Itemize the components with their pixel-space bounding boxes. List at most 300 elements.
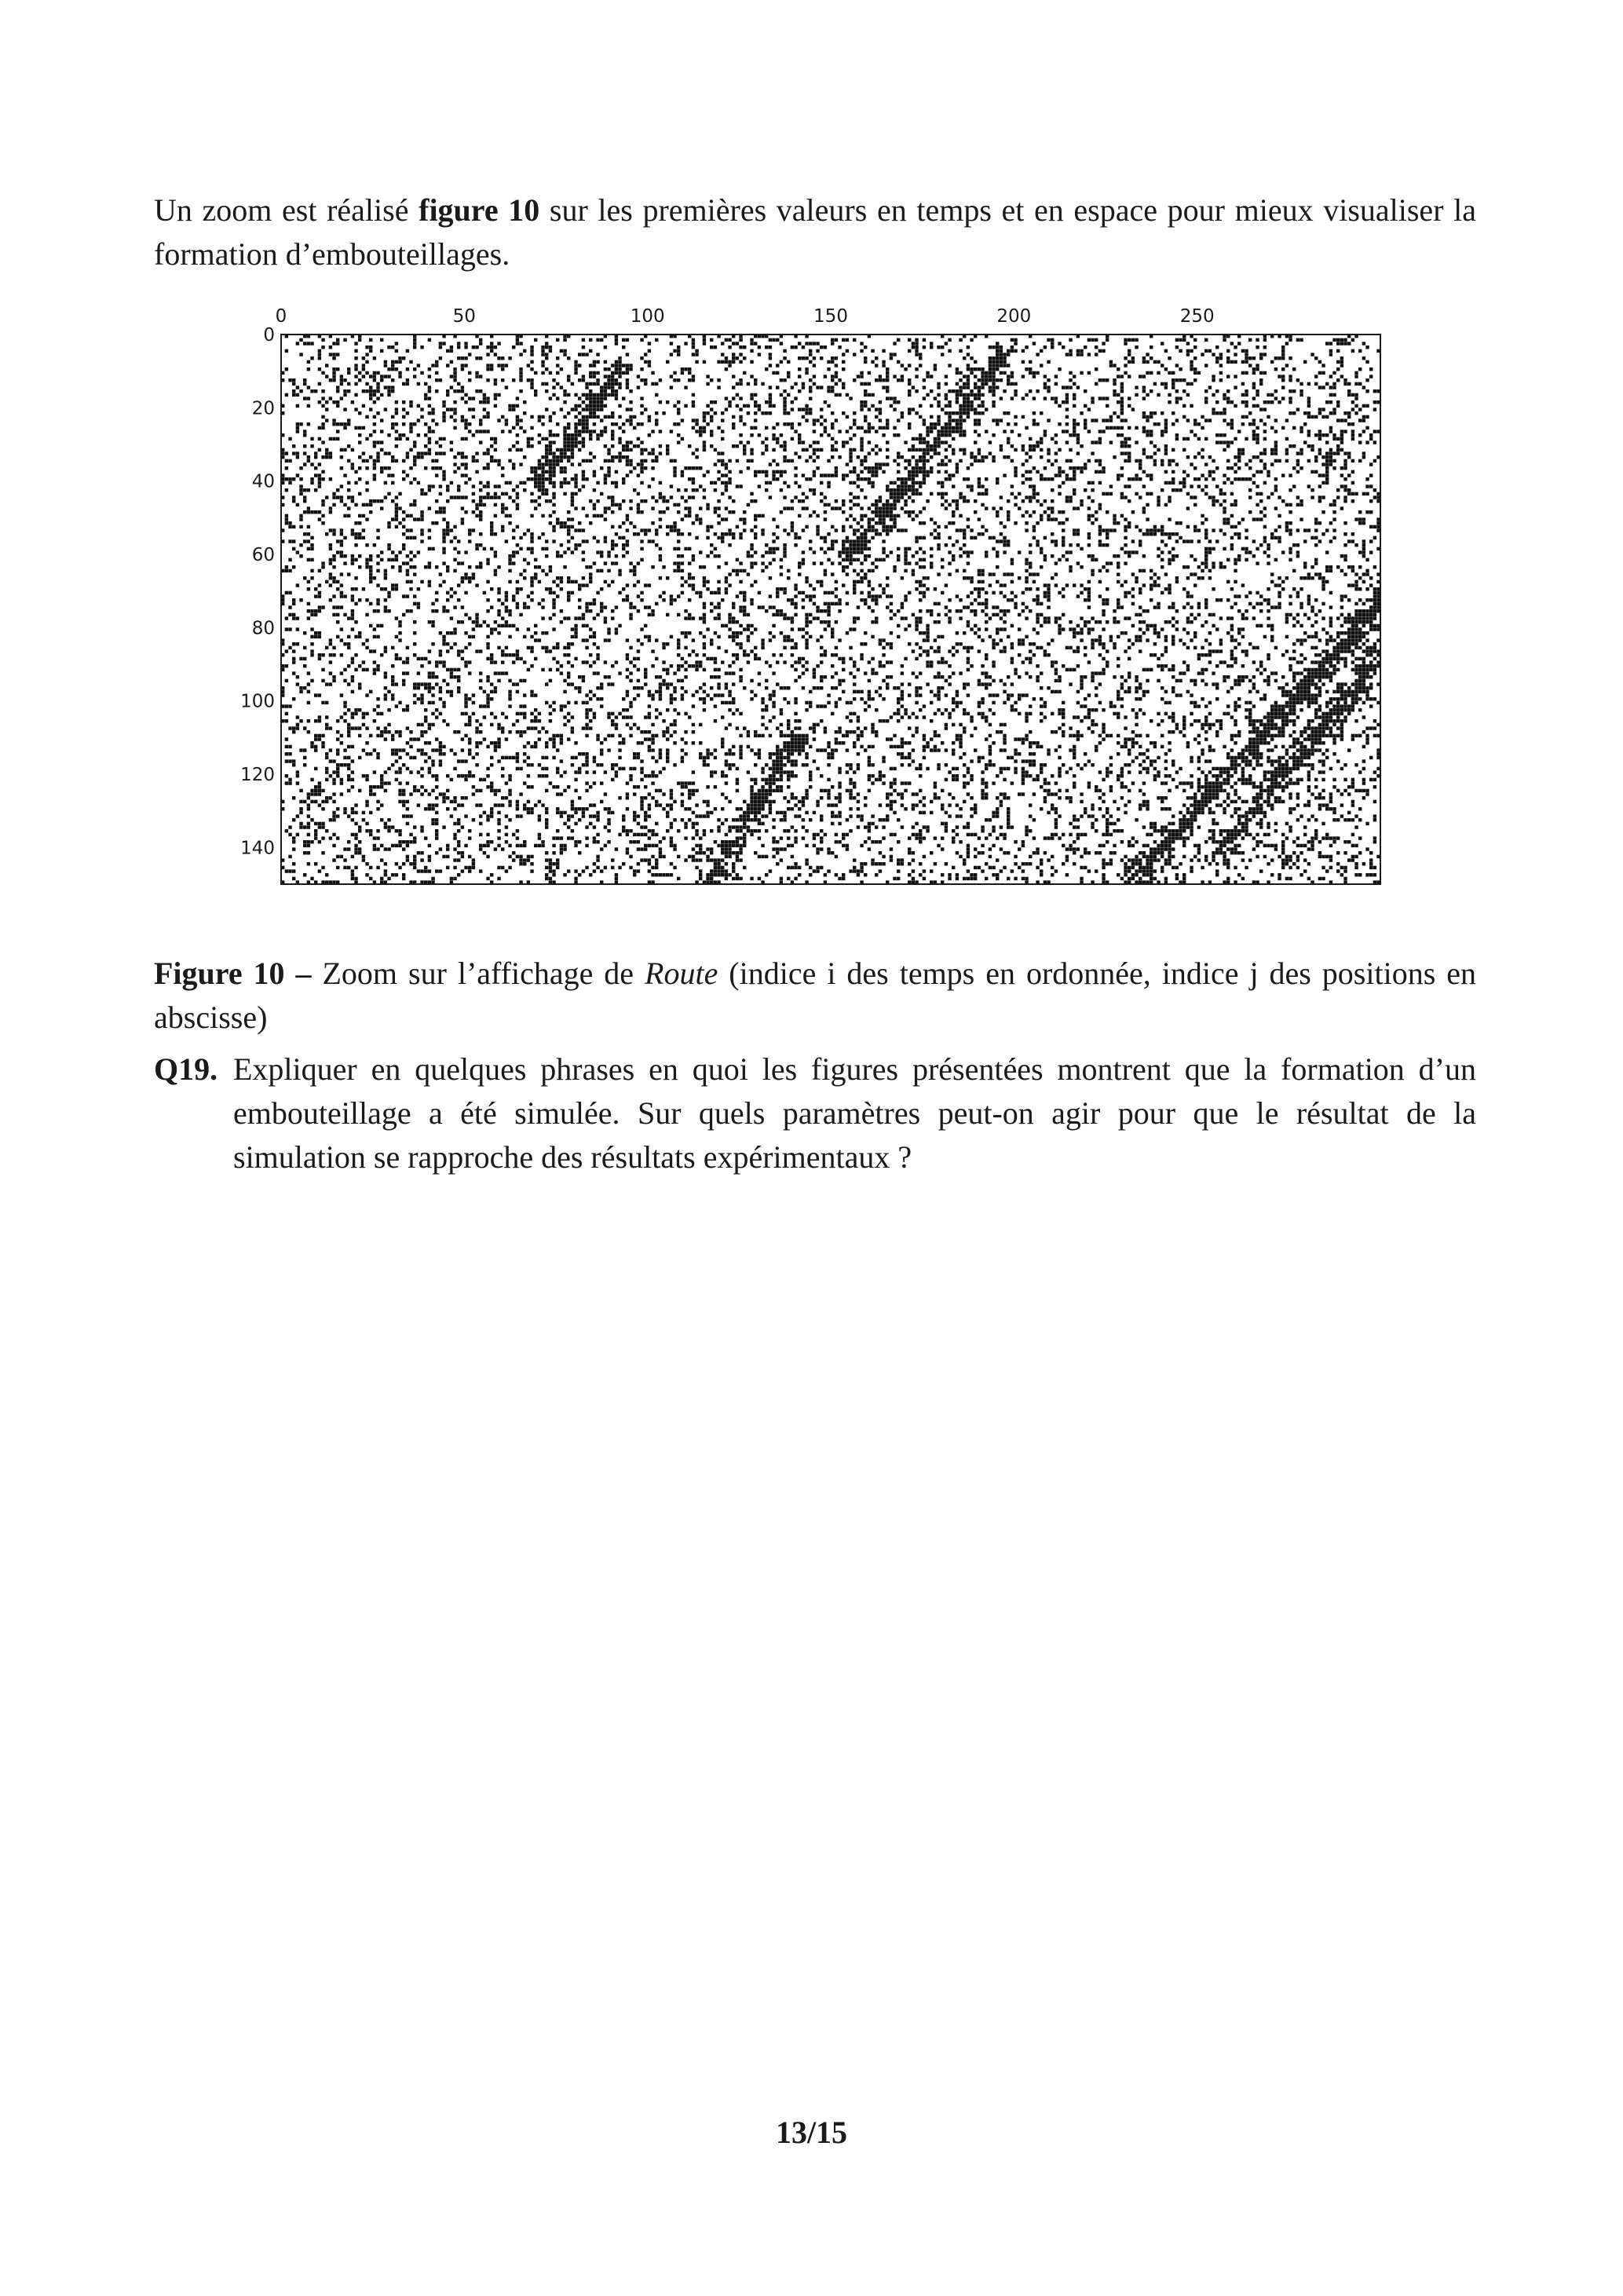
occupied-cell [1332, 411, 1336, 415]
occupied-cell [285, 349, 288, 353]
occupied-cell [1226, 466, 1230, 470]
occupied-cell [552, 378, 555, 382]
occupied-cell [1325, 382, 1329, 386]
occupied-cell [395, 400, 398, 404]
occupied-cell [1025, 452, 1028, 455]
occupied-cell [618, 415, 621, 419]
occupied-cell [743, 510, 746, 514]
occupied-cell [1168, 371, 1171, 375]
occupied-cell [831, 561, 834, 565]
occupied-cell [299, 492, 302, 495]
occupied-cell [1234, 386, 1237, 389]
occupied-cell [439, 466, 442, 470]
occupied-cell [1241, 517, 1245, 521]
occupied-cell [541, 473, 544, 477]
occupied-cell [1340, 419, 1343, 422]
occupied-cell [956, 419, 959, 422]
occupied-cell [1358, 367, 1362, 371]
occupied-cell [1212, 411, 1215, 415]
occupied-cell [626, 364, 629, 367]
occupied-cell [622, 536, 625, 539]
occupied-cell [1281, 349, 1285, 353]
occupied-cell [706, 580, 709, 583]
occupied-cell [717, 386, 720, 389]
occupied-cell [637, 532, 640, 536]
occupied-cell [369, 499, 372, 503]
occupied-cell [464, 364, 467, 367]
occupied-cell [497, 356, 500, 360]
occupied-cell [787, 484, 790, 488]
occupied-cell [1025, 580, 1028, 583]
occupied-cell [1226, 397, 1230, 400]
occupied-cell [1336, 488, 1340, 492]
occupied-cell [567, 422, 570, 426]
occupied-cell [923, 462, 926, 466]
occupied-cell [959, 492, 962, 495]
occupied-cell [714, 345, 717, 349]
occupied-cell [688, 371, 691, 375]
occupied-cell [369, 503, 372, 506]
occupied-cell [1310, 353, 1314, 356]
occupied-cell [1204, 477, 1208, 481]
occupied-cell [1025, 558, 1028, 561]
occupied-cell [446, 364, 449, 367]
occupied-cell [879, 462, 882, 466]
occupied-cell [897, 400, 900, 404]
occupied-cell [1314, 433, 1318, 437]
occupied-cell [600, 408, 603, 411]
occupied-cell [618, 367, 621, 371]
occupied-cell [864, 528, 867, 532]
occupied-cell [1241, 349, 1245, 353]
occupied-cell [688, 532, 691, 536]
occupied-cell [494, 397, 497, 400]
occupied-cell [1168, 495, 1171, 499]
occupied-cell [754, 411, 757, 415]
occupied-cell [332, 554, 335, 558]
occupied-cell [442, 517, 445, 521]
occupied-cell [585, 393, 588, 397]
occupied-cell [464, 510, 467, 514]
occupied-cell [677, 441, 680, 444]
occupied-cell [1150, 356, 1153, 360]
occupied-cell [1369, 510, 1373, 514]
occupied-cell [431, 430, 434, 433]
occupied-cell [369, 576, 372, 579]
occupied-cell [919, 484, 922, 488]
occupied-cell [571, 536, 574, 539]
occupied-cell [783, 378, 786, 382]
occupied-cell [534, 466, 537, 470]
occupied-cell [1230, 422, 1234, 426]
occupied-cell [395, 554, 398, 558]
occupied-cell [545, 547, 548, 550]
occupied-cell [868, 554, 871, 558]
occupied-cell [897, 514, 900, 517]
occupied-cell [288, 477, 291, 481]
occupied-cell [802, 492, 805, 495]
occupied-cell [1087, 338, 1091, 342]
occupied-cell [604, 517, 607, 521]
occupied-cell [1106, 532, 1109, 536]
occupied-cell [321, 404, 324, 408]
occupied-cell [868, 430, 871, 433]
occupied-cell [904, 466, 907, 470]
occupied-cell [340, 466, 343, 470]
occupied-cell [1077, 349, 1080, 353]
occupied-cell [303, 532, 306, 536]
occupied-cell [886, 514, 889, 517]
occupied-cell [864, 455, 867, 459]
occupied-cell [384, 386, 387, 389]
occupied-cell [402, 517, 405, 521]
occupied-cell [1022, 375, 1025, 378]
occupied-cell [332, 378, 335, 382]
occupied-cell [1047, 378, 1050, 382]
occupied-cell [985, 371, 988, 375]
occupied-cell [644, 353, 647, 356]
occupied-cell [1332, 437, 1336, 441]
occupied-cell [831, 342, 834, 345]
occupied-cell [743, 521, 746, 525]
occupied-cell [816, 525, 819, 528]
occupied-cell [1237, 554, 1241, 558]
occupied-cell [376, 386, 379, 389]
occupied-cell [1208, 569, 1212, 572]
occupied-cell [853, 543, 856, 547]
occupied-cell [959, 514, 962, 517]
occupied-cell [1347, 422, 1351, 426]
occupied-cell [593, 393, 596, 397]
occupied-cell [351, 448, 354, 452]
occupied-cell [802, 550, 805, 554]
occupied-cell [860, 462, 863, 466]
occupied-cell [978, 477, 981, 481]
occupied-cell [435, 378, 438, 382]
occupied-cell [1029, 543, 1032, 547]
occupied-cell [948, 433, 951, 437]
occupied-cell [871, 561, 874, 565]
occupied-cell [1223, 419, 1226, 422]
occupied-cell [945, 426, 948, 430]
occupied-cell [556, 356, 559, 360]
occupied-cell [1204, 484, 1208, 488]
occupied-cell [1259, 492, 1263, 495]
occupied-cell [501, 466, 504, 470]
occupied-cell [728, 543, 731, 547]
occupied-cell [747, 441, 750, 444]
occupied-cell [1237, 342, 1241, 345]
occupied-cell [384, 375, 387, 378]
occupied-cell [483, 430, 486, 433]
occupied-cell [908, 389, 911, 393]
occupied-cell [893, 408, 896, 411]
occupied-cell [340, 495, 343, 499]
occupied-cell [530, 415, 533, 419]
occupied-cell [1087, 554, 1091, 558]
occupied-cell [483, 495, 486, 499]
occupied-cell [1351, 459, 1354, 462]
occupied-cell [937, 532, 940, 536]
occupied-cell [721, 517, 724, 521]
occupied-cell [842, 360, 845, 364]
occupied-cell [879, 510, 882, 514]
occupied-cell [860, 550, 863, 554]
occupied-cell [1215, 389, 1219, 393]
occupied-cell [530, 470, 533, 473]
occupied-cell [1150, 528, 1153, 532]
occupied-cell [868, 441, 871, 444]
occupied-cell [750, 452, 753, 455]
occupied-cell [1365, 345, 1369, 349]
occupied-cell [490, 437, 493, 441]
occupied-cell [479, 495, 482, 499]
occupied-cell [673, 422, 676, 426]
occupied-cell [1230, 400, 1234, 404]
occupied-cell [1230, 342, 1234, 345]
occupied-cell [655, 382, 658, 386]
occupied-cell [871, 426, 874, 430]
occupied-cell [970, 400, 973, 404]
occupied-cell [721, 473, 724, 477]
occupied-cell [1347, 539, 1351, 543]
occupied-cell [446, 525, 449, 528]
occupied-cell [963, 411, 966, 415]
occupied-cell [1172, 477, 1175, 481]
occupied-cell [666, 448, 669, 452]
occupied-cell [600, 397, 603, 400]
occupied-cell [1069, 569, 1072, 572]
occupied-cell [578, 419, 581, 422]
occupied-cell [343, 503, 346, 506]
occupied-cell [842, 444, 845, 448]
occupied-cell [391, 378, 394, 382]
occupied-cell [809, 386, 812, 389]
occupied-cell [321, 422, 324, 426]
occupied-cell [1289, 411, 1292, 415]
occupied-cell [347, 488, 350, 492]
occupied-cell [1237, 455, 1241, 459]
occupied-cell [1036, 444, 1039, 448]
occupied-cell [1285, 528, 1289, 532]
occupied-cell [974, 536, 977, 539]
occupied-cell [714, 510, 717, 514]
occupied-cell [1314, 415, 1318, 419]
occupied-cell [805, 371, 808, 375]
occupied-cell [886, 484, 889, 488]
occupied-cell [736, 444, 739, 448]
occupied-cell [875, 506, 878, 510]
occupied-cell [761, 411, 764, 415]
occupied-cell [886, 371, 889, 375]
occupied-cell [618, 459, 621, 462]
occupied-cell [684, 506, 687, 510]
occupied-cell [1175, 580, 1179, 583]
occupied-cell [824, 550, 827, 554]
occupied-cell [985, 430, 988, 433]
occupied-cell [1314, 572, 1318, 576]
occupied-cell [1336, 448, 1340, 452]
occupied-cell [1351, 393, 1354, 397]
occupied-cell [391, 481, 394, 484]
occupied-cell [402, 459, 405, 462]
occupied-cell [574, 367, 577, 371]
occupied-cell [1087, 517, 1091, 521]
occupied-cell [816, 386, 819, 389]
occupied-cell [912, 488, 915, 492]
occupied-cell [967, 415, 970, 419]
occupied-cell [1332, 510, 1336, 514]
occupied-cell [574, 492, 577, 495]
occupied-cell [318, 400, 321, 404]
occupied-cell [365, 543, 368, 547]
occupied-cell [633, 572, 636, 576]
occupied-cell [952, 514, 955, 517]
occupied-cell [1321, 462, 1325, 466]
occupied-cell [1343, 419, 1347, 422]
occupied-cell [486, 397, 489, 400]
occupied-cell [486, 481, 489, 484]
occupied-cell [1014, 503, 1017, 506]
occupied-cell [981, 411, 984, 415]
occupied-cell [721, 430, 724, 433]
occupied-cell [688, 514, 691, 517]
occupied-cell [1281, 397, 1285, 400]
occupied-cell [1029, 360, 1032, 364]
occupied-cell [1120, 433, 1124, 437]
occupied-cell [886, 528, 889, 532]
occupied-cell [1120, 389, 1124, 393]
occupied-cell [978, 389, 981, 393]
occupied-cell [849, 514, 852, 517]
occupied-cell [831, 473, 834, 477]
occupied-cell [439, 572, 442, 576]
occupied-cell [864, 415, 867, 419]
occupied-cell [783, 408, 786, 411]
occupied-cell [959, 419, 962, 422]
occupied-cell [879, 408, 882, 411]
occupied-cell [398, 506, 401, 510]
occupied-cell [926, 393, 929, 397]
occupied-cell [428, 488, 431, 492]
occupied-cell [725, 408, 728, 411]
occupied-cell [853, 419, 856, 422]
occupied-cell [963, 404, 966, 408]
occupied-cell [1073, 473, 1076, 477]
occupied-cell [321, 371, 324, 375]
occupied-cell [1219, 411, 1223, 415]
occupied-cell [849, 543, 852, 547]
occupied-cell [391, 473, 394, 477]
occupied-cell [442, 477, 445, 481]
occupied-cell [956, 430, 959, 433]
occupied-cell [677, 349, 680, 353]
occupied-cell [1310, 536, 1314, 539]
occupied-cell [593, 404, 596, 408]
occupied-cell [893, 481, 896, 484]
occupied-cell [1281, 499, 1285, 503]
occupied-cell [1150, 492, 1153, 495]
occupied-cell [985, 477, 988, 481]
occupied-cell [475, 470, 478, 473]
occupied-cell [644, 499, 647, 503]
occupied-cell [541, 345, 544, 349]
occupied-cell [373, 378, 376, 382]
occupied-cell [387, 543, 390, 547]
occupied-cell [824, 473, 827, 477]
occupied-cell [1073, 404, 1076, 408]
occupied-cell [901, 495, 904, 499]
occupied-cell [879, 419, 882, 422]
occupied-cell [585, 422, 588, 426]
occupied-cell [721, 353, 724, 356]
occupied-cell [376, 389, 379, 393]
occupied-cell [607, 554, 610, 558]
occupied-cell [329, 510, 332, 514]
occupied-cell [919, 466, 922, 470]
occupied-cell [549, 444, 552, 448]
occupied-cell [684, 367, 687, 371]
occupied-cell [325, 375, 328, 378]
occupied-cell [1124, 364, 1127, 367]
occupied-cell [915, 561, 918, 565]
occupied-cell [442, 473, 445, 477]
occupied-cell [893, 459, 896, 462]
occupied-cell [435, 521, 438, 525]
occupied-cell [813, 382, 816, 386]
occupied-cell [640, 367, 643, 371]
occupied-cell [1069, 495, 1072, 499]
occupied-cell [677, 400, 680, 404]
occupied-cell [380, 419, 383, 422]
occupied-cell [582, 484, 585, 488]
occupied-cell [296, 342, 299, 345]
occupied-cell [1029, 448, 1032, 452]
occupied-cell [1340, 473, 1343, 477]
occupied-cell [670, 353, 673, 356]
occupied-cell [1036, 470, 1039, 473]
occupied-cell [508, 408, 511, 411]
occupied-cell [721, 539, 724, 543]
occupied-cell [362, 367, 365, 371]
occupied-cell [1106, 536, 1109, 539]
occupied-cell [1329, 452, 1332, 455]
occupied-cell [629, 569, 632, 572]
occupied-cell [750, 565, 753, 569]
occupied-cell [1365, 415, 1369, 419]
occupied-cell [450, 360, 453, 364]
occupied-cell [1270, 448, 1274, 452]
occupied-cell [310, 444, 313, 448]
occupied-cell [582, 375, 585, 378]
occupied-cell [688, 572, 691, 576]
occupied-cell [985, 455, 988, 459]
occupied-cell [886, 441, 889, 444]
occupied-cell [1168, 561, 1171, 565]
occupied-cell [802, 506, 805, 510]
occupied-cell [1325, 455, 1329, 459]
occupied-cell [941, 426, 944, 430]
occupied-cell [391, 550, 394, 554]
occupied-cell [835, 448, 838, 452]
occupied-cell [820, 415, 823, 419]
occupied-cell [813, 430, 816, 433]
occupied-cell [354, 426, 357, 430]
occupied-cell [1047, 517, 1050, 521]
occupied-cell [886, 554, 889, 558]
occupied-cell [1230, 525, 1234, 528]
occupied-cell [626, 441, 629, 444]
